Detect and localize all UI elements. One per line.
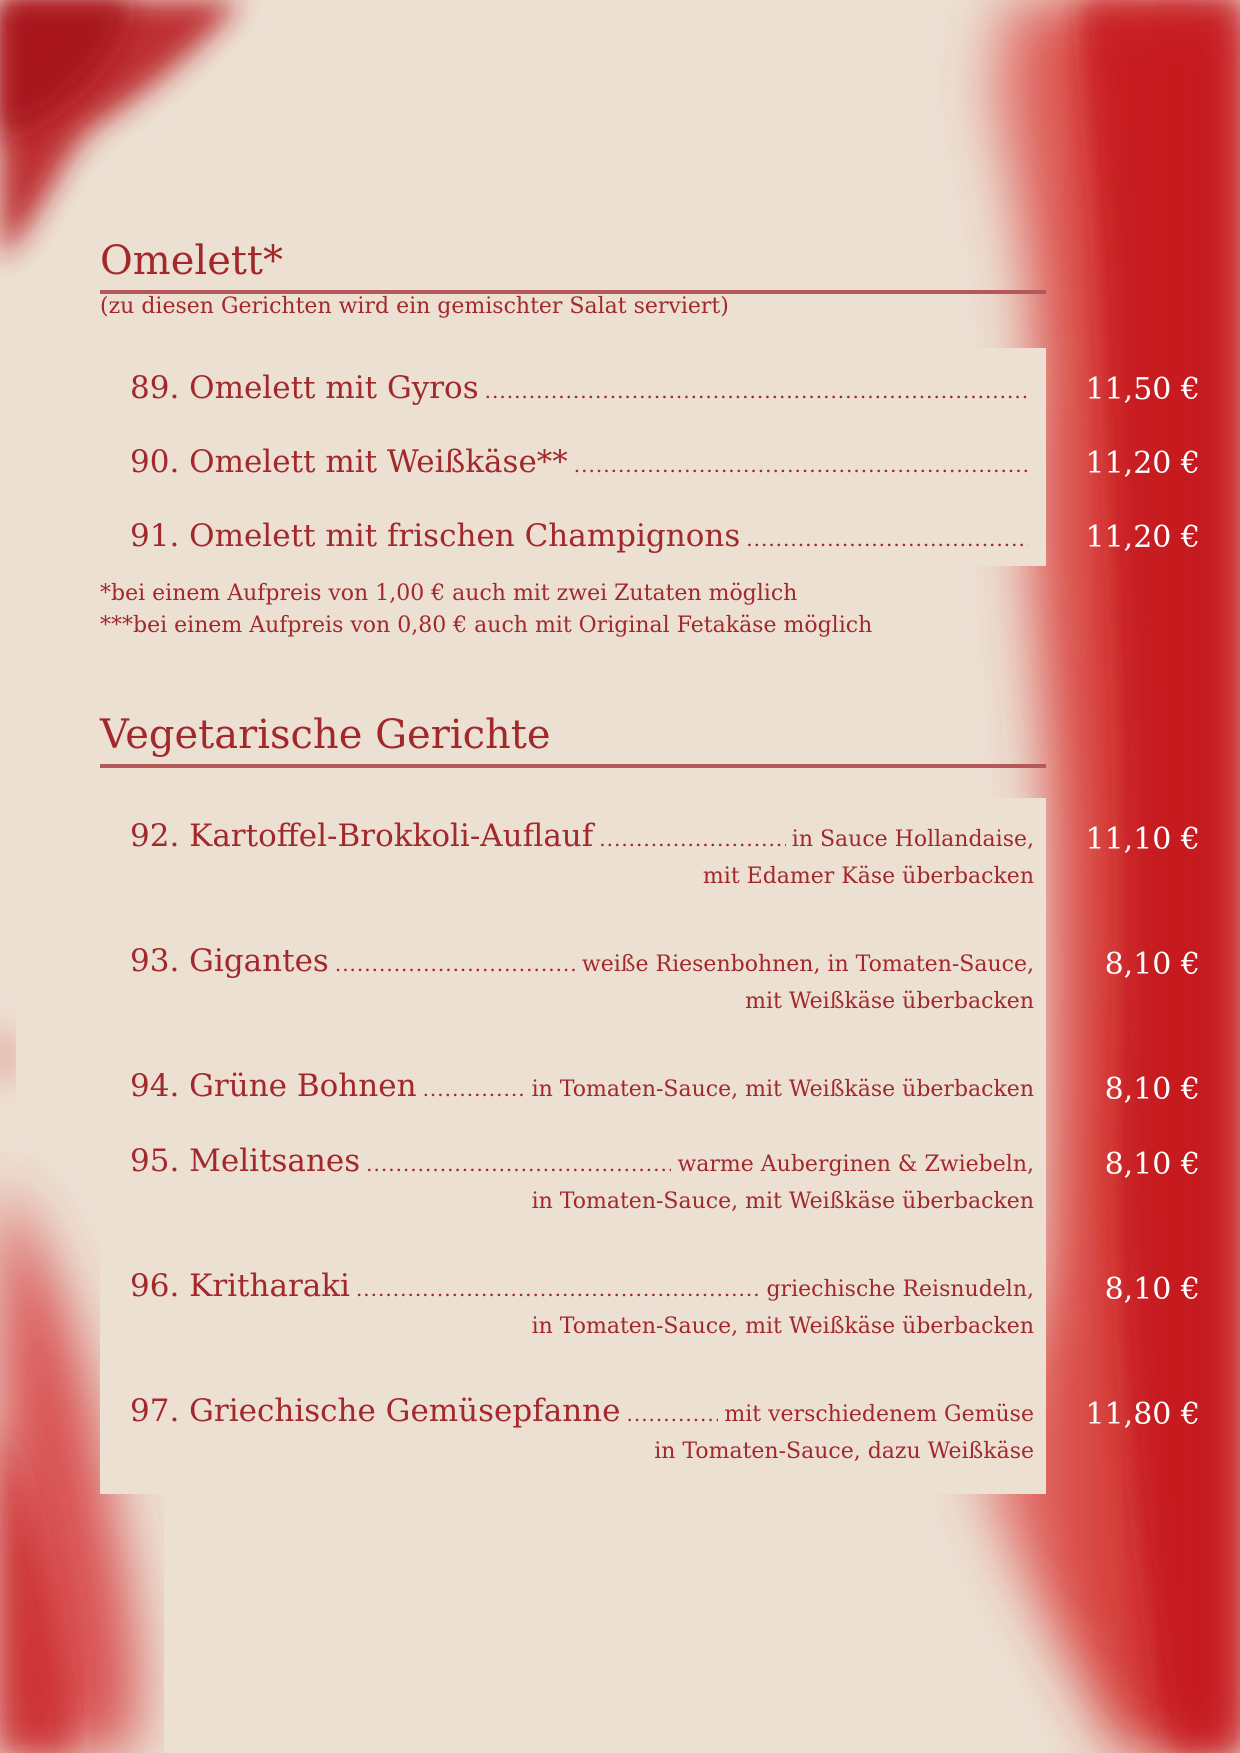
item-price: 8,10 € — [1104, 1272, 1200, 1307]
menu-item — [130, 1393, 1034, 1464]
menu-item — [130, 818, 1034, 889]
leader-dots — [366, 1152, 671, 1176]
menu-item — [130, 370, 1034, 406]
leader-dots — [626, 1402, 718, 1426]
item-name: 94. Grüne Bohnen — [130, 1068, 417, 1104]
item-price: 11,50 € — [1085, 372, 1200, 407]
item-description-line-2: in Tomaten-Sauce, dazu Weißkäse — [654, 1439, 1034, 1464]
item-description: weiße Riesenbohnen, in Tomaten-Sauce, — [581, 952, 1034, 977]
footnote: ***bei einem Aufpreis von 0,80 € auch mit Original Fetakäse möglich — [100, 613, 873, 638]
section-title-vegetarisch: Vegetarische Gerichte — [100, 710, 1046, 768]
item-description: in Tomaten-Sauce, mit Weißkäse überbacken — [531, 1077, 1034, 1102]
item-price: 11,20 € — [1085, 520, 1200, 555]
item-price: 8,10 € — [1104, 1072, 1200, 1107]
item-name: 89. Omelett mit Gyros — [130, 370, 479, 406]
item-name: 96. Kritharaki — [130, 1268, 350, 1304]
menu-item — [130, 1143, 1034, 1214]
leader-dots — [574, 453, 1028, 477]
item-description-line-2: in Tomaten-Sauce, mit Weißkäse überbacken — [531, 1314, 1034, 1339]
item-name: 93. Gigantes — [130, 943, 329, 979]
menu-item — [130, 518, 1034, 554]
section-title-omelett: Omelett* — [100, 236, 1046, 294]
leader-dots — [485, 379, 1028, 403]
section-subtitle-omelett: (zu diesen Gerichten wird ein gemischter Salat serviert) — [100, 294, 729, 319]
item-description: warme Auberginen & Zwiebeln, — [677, 1152, 1034, 1177]
leader-dots — [599, 827, 786, 851]
leader-dots — [356, 1277, 761, 1301]
item-description-line-2: mit Edamer Käse überbacken — [702, 864, 1034, 889]
item-name: 90. Omelett mit Weißkäse** — [130, 444, 568, 480]
item-price: 8,10 € — [1104, 947, 1200, 982]
menu-item — [130, 1268, 1034, 1339]
item-name: 91. Omelett mit frischen Champignons — [130, 518, 741, 554]
item-name: 97. Griechische Gemüsepfanne — [130, 1393, 621, 1429]
item-price: 11,20 € — [1085, 446, 1200, 481]
item-price: 8,10 € — [1104, 1147, 1200, 1182]
item-description: in Sauce Hollandaise, — [791, 827, 1034, 852]
item-name: 92. Kartoffel-Brokkoli-Auflauf — [130, 818, 594, 854]
footnote: *bei einem Aufpreis von 1,00 € auch mit zwei Zutaten möglich — [100, 581, 798, 606]
leader-dots — [746, 527, 1028, 551]
item-price: 11,10 € — [1085, 822, 1200, 857]
leader-dots — [335, 952, 576, 976]
item-price: 11,80 € — [1085, 1397, 1200, 1432]
item-name: 95. Melitsanes — [130, 1143, 361, 1179]
item-description: griechische Reisnudeln, — [766, 1277, 1034, 1302]
item-description: mit verschiedenem Gemüse — [724, 1402, 1034, 1427]
leader-dots — [423, 1077, 526, 1101]
item-description-line-2: in Tomaten-Sauce, mit Weißkäse überbacken — [531, 1189, 1034, 1214]
menu-item — [130, 444, 1034, 480]
menu-item — [130, 1068, 1034, 1104]
menu-item — [130, 943, 1034, 1014]
item-description-line-2: mit Weißkäse überbacken — [745, 989, 1034, 1014]
